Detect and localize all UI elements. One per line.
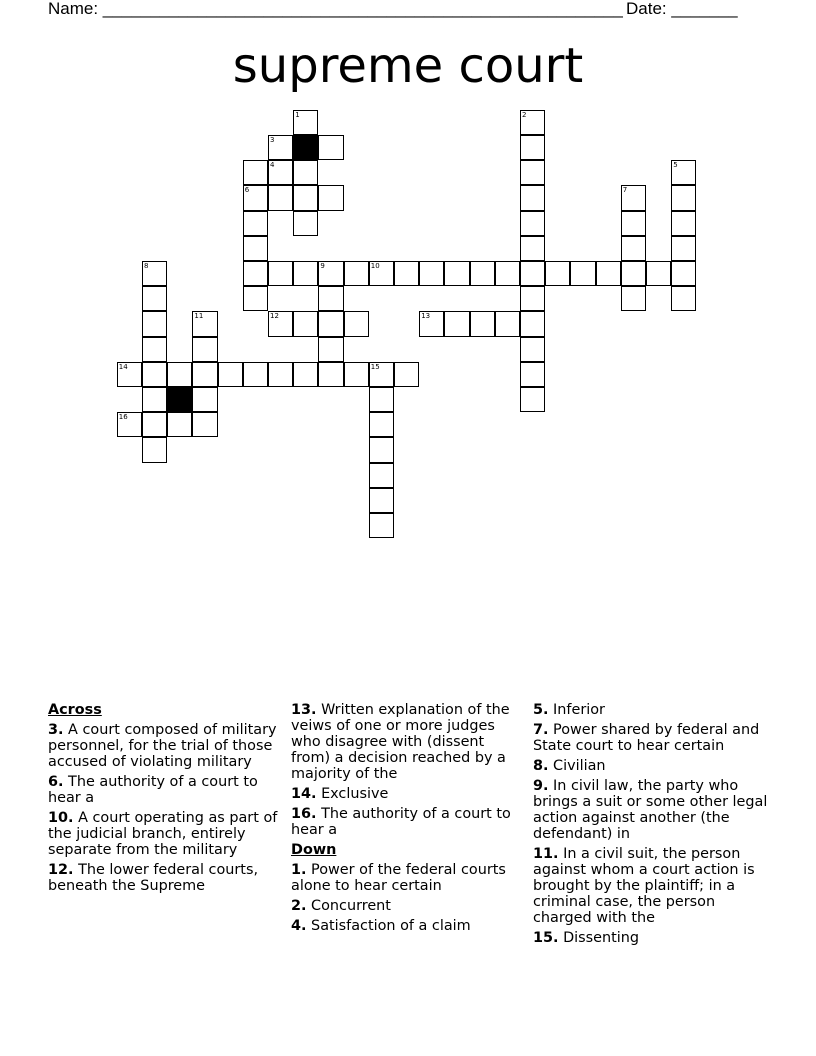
grid-cell[interactable] (520, 211, 545, 236)
grid-cell[interactable] (369, 488, 394, 513)
clue-text: In civil law, the party who brings a suit or some other legal action against another (the defendant) in (533, 778, 768, 842)
clues-column-1 (48, 702, 284, 898)
clue (533, 722, 773, 754)
grid-cell[interactable] (520, 362, 545, 387)
grid-cell[interactable] (268, 311, 293, 336)
grid-cell[interactable] (344, 362, 369, 387)
grid-cell[interactable] (243, 160, 268, 185)
clue (533, 930, 773, 946)
grid-cell[interactable] (293, 362, 318, 387)
down-header: Down (291, 842, 337, 858)
grid-cell[interactable] (318, 261, 343, 286)
grid-cell[interactable] (192, 337, 217, 362)
grid-cell[interactable] (671, 261, 696, 286)
down-clue-list-continued (533, 702, 773, 946)
grid-cell[interactable] (495, 311, 520, 336)
clue (48, 722, 284, 770)
clue-number: 16. (291, 806, 317, 822)
grid-cell[interactable] (470, 261, 495, 286)
grid-cell[interactable] (520, 337, 545, 362)
cell-number: 9 (320, 262, 325, 270)
clue-text: Concurrent (306, 898, 391, 914)
grid-cell[interactable] (293, 211, 318, 236)
cell-number: 7 (622, 186, 628, 195)
clue-number: 4. (291, 918, 307, 934)
grid-cell[interactable] (621, 211, 646, 236)
grid-cell[interactable] (192, 311, 217, 336)
clue-number: 15. (533, 930, 559, 946)
cell-number: 5 (673, 161, 678, 170)
grid-cell[interactable] (318, 337, 343, 362)
grid-cell[interactable] (520, 311, 545, 336)
grid-cell[interactable] (192, 362, 217, 387)
clue-text: In a civil suit, the person against whom a court action is brought by the plaintiff; in a criminal case, the person charged with the (533, 846, 755, 926)
black-square (293, 135, 318, 160)
name-field-label: Name: _______________________________________________________ (48, 0, 623, 18)
grid-cell[interactable] (142, 362, 167, 387)
clue (48, 774, 284, 806)
grid-cell[interactable] (444, 261, 469, 286)
grid-cell[interactable] (621, 261, 646, 286)
clue-number: 5. (533, 702, 549, 718)
grid-cell[interactable] (369, 387, 394, 412)
grid-cell[interactable] (192, 387, 217, 412)
clue-text: Power of the federal courts alone to hear certain (291, 862, 506, 894)
clue-text: Power shared by federal and State court to hear certain (533, 722, 760, 754)
clue (533, 846, 773, 926)
grid-cell[interactable] (520, 286, 545, 311)
clue-number: 3. (48, 722, 64, 738)
down-clue-list (291, 862, 523, 934)
clue-text: The authority of a court to hear a (48, 774, 258, 806)
cell-number: 4 (270, 161, 275, 170)
grid-cell[interactable] (520, 135, 545, 160)
clue-number: 6. (48, 774, 64, 790)
grid-cell[interactable] (520, 110, 545, 135)
grid-cell[interactable] (293, 110, 318, 135)
grid-cell[interactable] (520, 160, 545, 185)
grid-cell[interactable] (369, 513, 394, 538)
grid-cell[interactable] (243, 261, 268, 286)
grid-cell[interactable] (142, 337, 167, 362)
cell-number: 13 (421, 312, 431, 321)
grid-cell[interactable] (117, 362, 142, 387)
grid-cell[interactable] (243, 362, 268, 387)
grid-cell[interactable] (142, 311, 167, 336)
grid-cell[interactable] (596, 261, 621, 286)
grid-cell[interactable] (621, 185, 646, 210)
grid-cell[interactable] (671, 211, 696, 236)
grid-cell[interactable] (470, 311, 495, 336)
grid-cell[interactable] (318, 286, 343, 311)
cell-number: 11 (194, 312, 204, 321)
grid-cell[interactable] (218, 362, 243, 387)
page-title: supreme court (232, 38, 584, 94)
grid-cell[interactable] (344, 261, 369, 286)
grid-cell[interactable] (142, 412, 167, 437)
grid-cell[interactable] (520, 236, 545, 261)
cell-number: 12 (270, 312, 279, 321)
clue-text: Civilian (548, 758, 606, 774)
clue (291, 862, 523, 894)
clue-text: Satisfaction of a claim (306, 918, 471, 934)
clue-number: 7. (533, 722, 549, 738)
grid-cell[interactable] (142, 387, 167, 412)
grid-cell[interactable] (394, 362, 419, 387)
grid-cell[interactable] (318, 185, 343, 210)
grid-cell[interactable] (369, 437, 394, 462)
grid-cell[interactable] (671, 286, 696, 311)
grid-cell[interactable] (293, 160, 318, 185)
clue-number: 2. (291, 898, 307, 914)
grid-cell[interactable] (318, 135, 343, 160)
date-field-label: Date: _______ (626, 0, 738, 18)
clue-text: Written explanation of the veiws of one or more judges who disagree with (dissent from) a decision reached by a majority of the (291, 702, 510, 782)
grid-cell[interactable] (444, 311, 469, 336)
grid-cell[interactable] (167, 412, 192, 437)
clue-number: 8. (533, 758, 549, 774)
grid-cell[interactable] (318, 362, 343, 387)
across-clue-list (48, 722, 284, 894)
grid-cell[interactable] (621, 286, 646, 311)
clue (291, 806, 523, 838)
grid-cell[interactable] (142, 261, 167, 286)
grid-cell[interactable] (520, 185, 545, 210)
clue-number: 11. (533, 846, 559, 862)
grid-cell[interactable] (369, 412, 394, 437)
clue-text: The authority of a court to hear a (291, 806, 511, 838)
grid-cell[interactable] (369, 463, 394, 488)
grid-cell[interactable] (419, 311, 444, 336)
clue-number: 13. (291, 702, 317, 718)
grid-cell[interactable] (293, 185, 318, 210)
grid-cell[interactable] (545, 261, 570, 286)
grid-cell[interactable] (293, 311, 318, 336)
across-header: Across (48, 702, 102, 718)
cell-number: 15 (370, 362, 380, 371)
cell-number: 10 (370, 262, 380, 270)
grid-cell[interactable] (671, 185, 696, 210)
grid-cell[interactable] (268, 135, 293, 160)
grid-cell[interactable] (671, 236, 696, 261)
grid-cell[interactable] (621, 236, 646, 261)
clue (291, 898, 523, 914)
grid-cell[interactable] (394, 261, 419, 286)
grid-cell[interactable] (243, 286, 268, 311)
grid-cell[interactable] (344, 311, 369, 336)
cell-number: 16 (118, 413, 128, 422)
grid-cell[interactable] (268, 362, 293, 387)
clue (533, 758, 773, 774)
clue (533, 778, 773, 842)
cell-number: 6 (244, 186, 250, 195)
grid-cell[interactable] (192, 412, 217, 437)
grid-cell[interactable] (268, 160, 293, 185)
grid-cell[interactable] (419, 261, 444, 286)
grid-cell[interactable] (369, 261, 394, 286)
clue-number: 12. (48, 862, 74, 878)
grid-cell[interactable] (117, 412, 142, 437)
clue (291, 702, 523, 782)
clue-number: 9. (533, 778, 549, 794)
black-square (167, 387, 192, 412)
clue-number: 14. (291, 786, 317, 802)
cell-number: 3 (270, 136, 275, 144)
cell-number: 1 (295, 110, 300, 119)
clue-text: Exclusive (316, 786, 389, 802)
cell-number: 8 (144, 262, 149, 270)
grid-cell[interactable] (142, 437, 167, 462)
clue (291, 786, 523, 802)
cell-number: 2 (522, 110, 527, 119)
grid-cell[interactable] (318, 311, 343, 336)
grid-cell[interactable] (369, 362, 394, 387)
grid-cell[interactable] (243, 185, 268, 210)
clue-text: The lower federal courts, beneath the Supreme (48, 862, 259, 894)
clue-text: A court composed of military personnel, for the trial of those accused of violating military (48, 722, 277, 770)
clue-number: 1. (291, 862, 307, 878)
clue-text: A court operating as part of the judicial branch, entirely separate from the military (48, 810, 278, 858)
clue-number: 10. (48, 810, 74, 826)
grid-cell[interactable] (243, 236, 268, 261)
clue-text: Dissenting (558, 930, 640, 946)
grid-cell[interactable] (293, 261, 318, 286)
grid-cell[interactable] (646, 261, 671, 286)
clue (291, 918, 523, 934)
clues-column-2 (291, 702, 523, 938)
grid-cell[interactable] (570, 261, 595, 286)
grid-cell[interactable] (520, 261, 545, 286)
grid-cell[interactable] (671, 160, 696, 185)
grid-cell[interactable] (495, 261, 520, 286)
clue (48, 862, 284, 894)
grid-cell[interactable] (520, 387, 545, 412)
cell-number: 14 (118, 362, 128, 371)
grid-cell[interactable] (243, 211, 268, 236)
grid-cell[interactable] (142, 286, 167, 311)
clues-column-3 (533, 702, 773, 950)
clue (533, 702, 773, 718)
grid-cell[interactable] (167, 362, 192, 387)
clue-text: Inferior (548, 702, 605, 718)
clue (48, 810, 284, 858)
across-clue-list-continued (291, 702, 523, 838)
grid-cell[interactable] (268, 261, 293, 286)
grid-cell[interactable] (268, 185, 293, 210)
